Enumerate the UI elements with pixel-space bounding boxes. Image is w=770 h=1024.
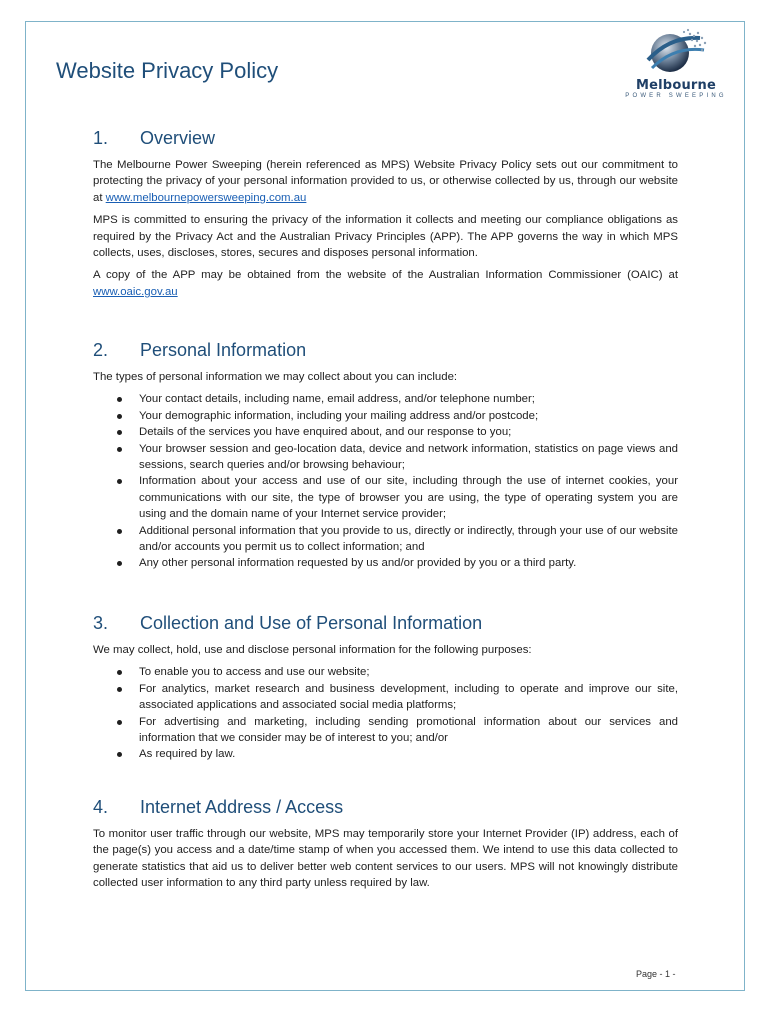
company-logo <box>622 26 730 102</box>
section-title: Internet Address / Access <box>140 797 344 817</box>
logo-name: Melbourne <box>636 78 716 93</box>
list-item: For analytics, market research and business development, including to operate and improve our site, associated applications and associated social media platforms; <box>139 681 678 714</box>
section-number: 3. <box>93 613 109 633</box>
bullet-list <box>93 391 678 571</box>
section-heading <box>93 797 678 818</box>
section-title: Overview <box>140 128 216 148</box>
section-heading <box>93 128 678 149</box>
section-number: 2. <box>93 340 109 360</box>
list-item: Your contact details, including name, email address, and/or telephone number; <box>139 391 678 407</box>
document-title: Website Privacy Policy <box>56 58 279 83</box>
section-overview <box>93 128 678 306</box>
paragraph-text: The Melbourne Power Sweeping (herein referenced as MPS) Website Privacy Policy sets out our commitment to protecting the privacy of your personal information provided to us, or otherwise collected by us, through our website at <box>93 159 678 204</box>
paragraph: To monitor user traffic through our website, MPS may temporarily store your Internet Provider (IP) address, each of the page(s) you access and a date/time stamp of when you accessed them. We intend to use this data collected to generate statistics that aid us to deliver better web content services to our users. MPS will not knowingly distribute collected user information to any third party unless required by law. <box>93 828 678 890</box>
list-item: Any other personal information requested by us and/or provided by you or a third party. <box>139 555 678 571</box>
list-item: Your demographic information, including your mailing address and/or postcode; <box>139 408 678 424</box>
section-personal-information <box>93 340 678 572</box>
paragraph-text: A copy of the APP may be obtained from the website of the Australian Information Commissioner (OAIC) at <box>93 269 678 282</box>
section-collection-use <box>93 613 678 763</box>
list-item: Information about your access and use of our site, including through the use of internet cookies, your communications with our site, the type of browser you are using, the type of operating system you are using and the domain name of your Internet service provider; <box>139 473 678 522</box>
section-title: Collection and Use of Personal Information <box>140 613 483 633</box>
section-internet-address <box>93 797 678 898</box>
bullet-list <box>93 664 678 762</box>
list-item: For advertising and marketing, including sending promotional information about our services and information that we consider may be of interest to you; and/or <box>139 714 678 747</box>
list-item: To enable you to access and use our website; <box>139 664 678 680</box>
section-number: 1. <box>93 128 109 148</box>
paragraph: MPS is committed to ensuring the privacy of the information it collects and meeting our compliance obligations as required by the Privacy Act and the Australian Privacy Principles (APP). The APP governs the way in which MPS collects, uses, discloses, stores, secures and disposes personal information. <box>93 214 678 260</box>
paragraph <box>93 157 678 206</box>
section-heading <box>93 340 678 361</box>
website-link[interactable]: www.melbournepowersweeping.com.au <box>105 191 307 204</box>
list-item: Details of the services you have enquired about, and our response to you; <box>139 424 678 440</box>
section-heading <box>93 613 678 634</box>
oaic-link[interactable]: www.oaic.gov.au <box>93 285 178 298</box>
section-number: 4. <box>93 797 109 817</box>
paragraph: The types of personal information we may collect about you can include: <box>93 371 458 383</box>
list-item: Additional personal information that you provide to us, directly or indirectly, through your use of our website and/or accounts you permit us to collect information; and <box>139 523 678 556</box>
logo-sphere-icon <box>642 26 710 78</box>
paragraph <box>93 267 678 300</box>
list-item: As required by law. <box>139 746 678 762</box>
logo-tagline: POWER SWEEPING <box>625 93 727 99</box>
section-title: Personal Information <box>140 340 307 360</box>
list-item: Your browser session and geo-location data, device and network information, statistics on page views and sessions, search queries and/or browsing behaviour; <box>139 441 678 474</box>
page-number: Page - 1 - <box>636 969 676 979</box>
paragraph: We may collect, hold, use and disclose personal information for the following purposes: <box>93 644 532 656</box>
